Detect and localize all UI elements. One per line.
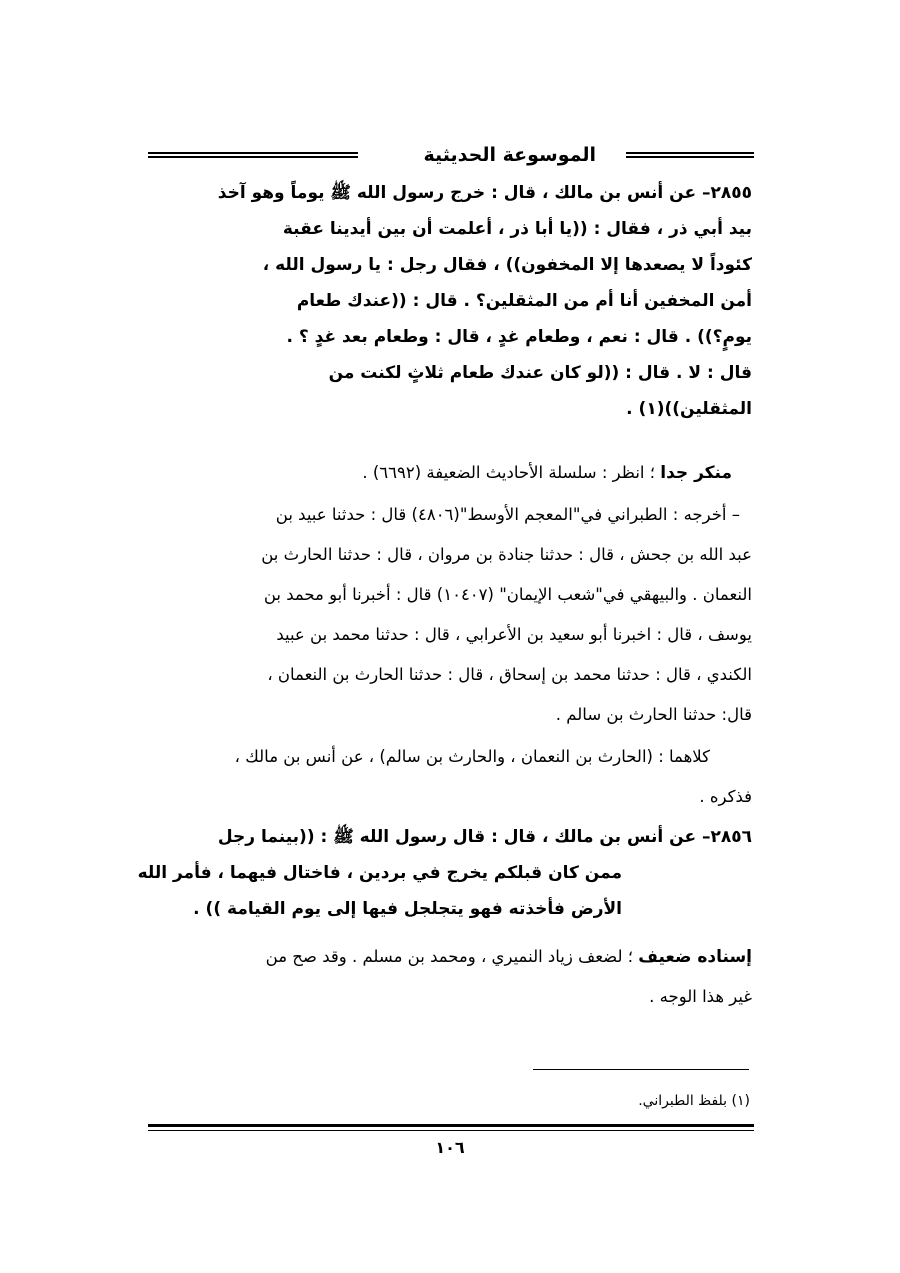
hadith-2856-line: ممن كان قبلكم يخرج في بردين ، فاختال فيهما ، فأمر الله (137, 863, 622, 883)
page-number: ١٠٦ (435, 1138, 465, 1157)
page-header (148, 143, 754, 167)
grading-reference: ؛ انظر : سلسلة الأحاديث الضعيفة (٦٦٩٢) . (362, 463, 655, 482)
hadith-2856-line: الأرض فأخذته فهو يتجلجل فيها إلى يوم القيامة )) . (193, 899, 622, 919)
takhrij-line: النعمان . والبيهقي في"شعب الإيمان" (١٠٤٠٧) قال : أخبرنا أبو محمد بن (263, 585, 752, 604)
takhrij-line: يوسف ، قال : اخبرنا أبو سعيد بن الأعرابي ، قال : حدثنا محمد بن عبيد (276, 625, 752, 644)
grading-verdict: منكر جدا (660, 463, 732, 483)
footer-rule (148, 1124, 754, 1131)
takhrij-line: – أخرجه : الطبراني في"المعجم الأوسط"(٤٨٠٦) قال : حدثنا عبيد بن (275, 505, 740, 524)
hadith-2856-line: ٢٨٥٦– عن أنس بن مالك ، قال : قال رسول الله ﷺ : ((بينما رجل (217, 827, 752, 847)
header-rule-left (148, 152, 358, 158)
hadith-2855-line: يومٍ؟)) . قال : نعم ، وطعام غدٍ ، قال : وطعام بعد غدٍ ؟ . (286, 327, 752, 347)
footnote-divider (533, 1069, 749, 1070)
hadith-2855-line: بيد أبي ذر ، فقال : ((يا أبا ذر ، أعلمت أن بين أيدينا عقبة (282, 219, 752, 239)
header-rule-right (626, 152, 754, 158)
grading-line-2: غير هذا الوجه . (649, 987, 752, 1006)
grading-verdict: إسناده ضعيف (638, 947, 752, 967)
footnote: (١) بلفظ الطبراني. (638, 1093, 750, 1109)
takhrij-line: الكندي ، قال : حدثنا محمد بن إسحاق ، قال : حدثنا الحارث بن النعمان ، (267, 665, 752, 684)
hadith-2855-line: المثقلين))(١) . (626, 399, 752, 419)
header-title: الموسوعة الحديثية (423, 144, 596, 166)
hadith-2855-line: ٢٨٥٥– عن أنس بن مالك ، قال : خرج رسول الله ﷺ يوماً وهو آخذ (217, 183, 752, 203)
kilahuma-line: كلاهما : (الحارث بن النعمان ، والحارث بن سالم) ، عن أنس بن مالك ، (234, 747, 710, 766)
takhrij-line: عبد الله بن جحش ، قال : حدثنا جنادة بن مروان ، قال : حدثنا الحارث بن (261, 545, 752, 564)
takhrij-line: قال: حدثنا الحارث بن سالم . (555, 705, 752, 724)
kilahuma-line: فذكره . (699, 787, 752, 806)
grading-reason: ؛ لضعف زياد النميري ، ومحمد بن مسلم . وقد صح من (265, 947, 633, 966)
hadith-2855-line: أمن المخفين أنا أم من المثقلين؟ . قال : ((عندك طعام (296, 291, 752, 311)
hadith-2855-line: كئوداً لا يصعدها إلا المخفون)) ، فقال رجل : يا رسول الله ، (262, 255, 752, 275)
hadith-2855-line: قال : لا . قال : ((لو كان عندك طعام ثلاثٍ لكنت من (328, 363, 752, 383)
